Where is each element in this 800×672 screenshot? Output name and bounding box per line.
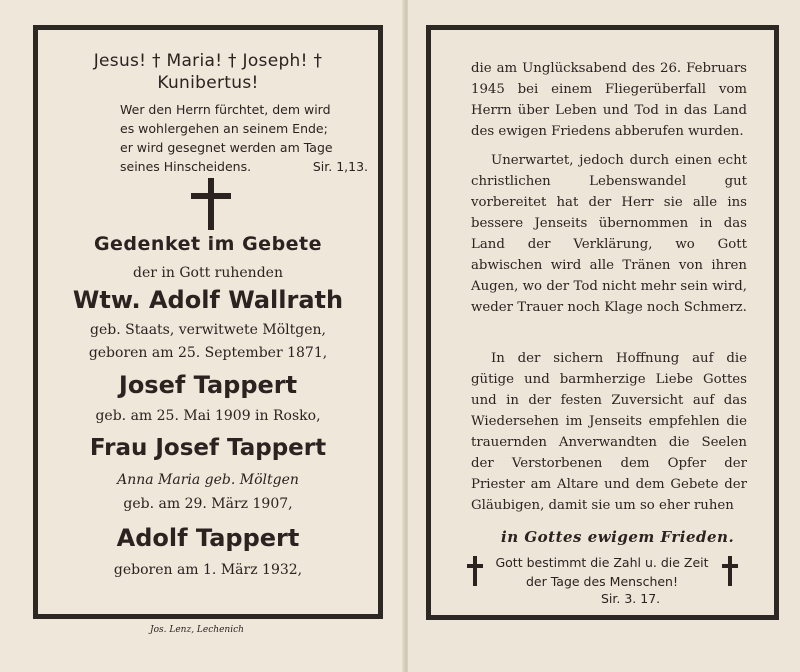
verse-line-3: er wird gesegnet werden am Tage <box>120 140 333 155</box>
right-card <box>408 0 800 672</box>
left-frame <box>33 25 383 619</box>
bible-verse <box>120 100 368 176</box>
paragraph-1: die am Unglücksabend des 26. Februars 1945 bei einem Fliegerüberfall vom Herrn über Leben und Tod in das Land des ewigen Friedens abberufen wurden. <box>471 61 747 139</box>
cross-icon <box>722 556 738 586</box>
closing-verse-reference: Sir. 3. 17. <box>601 591 661 606</box>
verse-reference: Sir. 1,13. <box>312 159 368 174</box>
invocation-line-1: Jesus! † Maria! † Joseph! † <box>93 51 323 71</box>
heading: Gedenket im Gebete <box>93 233 323 255</box>
person3-line2: geb. am 29. März 1907, <box>123 496 293 512</box>
verse-line-4-text: seines Hinscheidens. <box>120 159 252 174</box>
person3-line1: Anna Maria geb. Möltgen <box>117 472 299 488</box>
person1-line2: geboren am 25. September 1871, <box>88 345 328 361</box>
invocation-line-2: Kunibertus! <box>157 73 259 93</box>
closing-line: in Gottes ewigem Frieden. <box>501 528 735 546</box>
cross-icon <box>191 178 231 230</box>
paragraph-3: In der sichern Hoffnung auf die gütige und barmherzige Liebe Gottes und in der festen Zuversicht auf das Wiedersehen im Jenseits empfehlen die trauernden Anverwandten die Seelen der Verstorbenen dem Opfer der Priester am Altare und dem Gebete der Gläubigen, damit sie um so eher ruhen <box>471 351 747 513</box>
person3-name: Frau Josef Tappert <box>89 435 327 461</box>
person2-name: Josef Tappert <box>118 371 298 399</box>
person1-name: Wtw. Adolf Wallrath <box>72 286 344 314</box>
paragraph-2: Unerwartet, jedoch durch einen echt christlichen Lebenswandel gut vorbereitet hat der Herr sie alle ins bessere Jenseits übernommen in das Land der Verklärung, wo Gott abwischen wird alle Tränen von ihren Augen, wo der Tod nicht mehr sein wird, weder Trauer noch Klage noch Schmerz. <box>471 153 747 315</box>
person4-name: Adolf Tappert <box>116 524 300 552</box>
person4-line1: geboren am 1. März 1932, <box>113 562 303 578</box>
subheading: der in Gott ruhenden <box>133 265 283 281</box>
person2-line1: geb. am 25. Mai 1909 in Rosko, <box>95 408 321 424</box>
right-frame <box>426 25 779 620</box>
cross-icon <box>467 556 483 586</box>
person1-line1: geb. Staats, verwitwete Möltgen, <box>90 322 326 338</box>
verse-line-2: es wohlergehen an seinem Ende; <box>120 121 328 136</box>
verse-line-4 <box>120 157 368 176</box>
invocation <box>38 50 378 94</box>
printer-imprint: Jos. Lenz, Lechenich <box>150 625 244 635</box>
closing-verse: Gott bestimmt die Zahl u. die Zeit der Tage des Menschen! <box>495 555 709 589</box>
verse-line-1: Wer den Herrn fürchtet, dem wird <box>120 102 331 117</box>
